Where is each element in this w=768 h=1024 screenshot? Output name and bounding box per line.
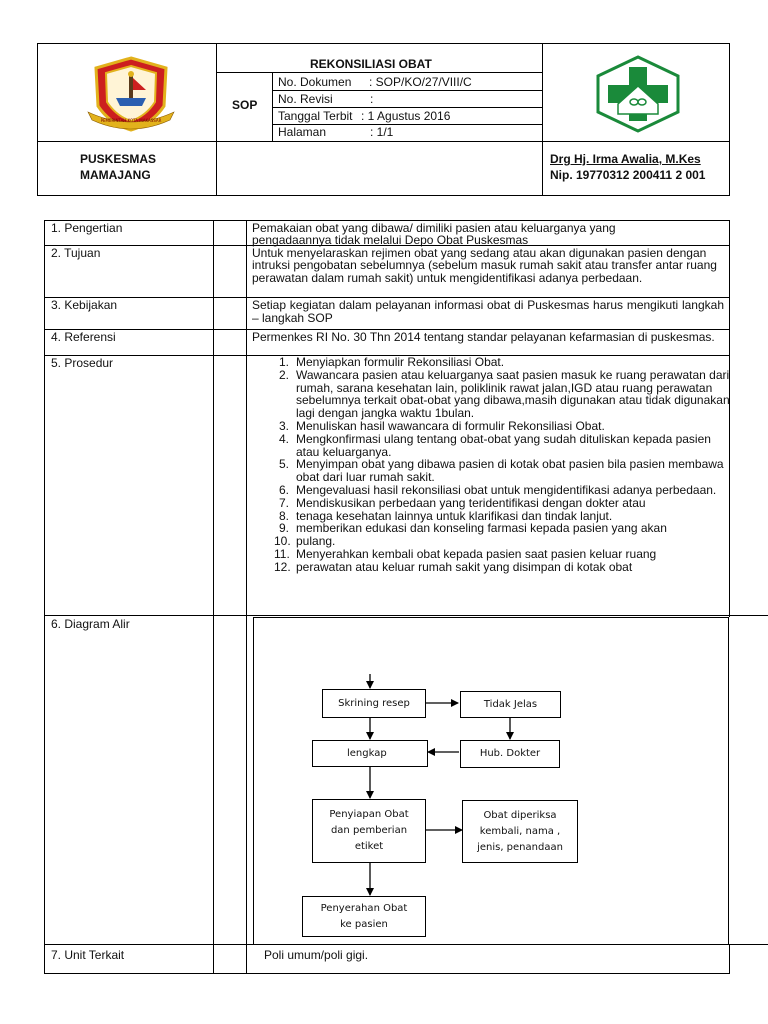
list-item: 4. Mengkonfirmasi ulang tentang obat-obat yang sudah dituliskan kepada pasien atau keluarganya. [278,431,711,459]
flow-box-penyiapan-obat: Penyiapan Obat dan pemberian etiket [312,799,426,863]
sop-label: SOP [232,98,258,112]
text-unit-terkait: Poli umum/poli gigi. [264,948,369,962]
institution-name-line2: MAMAJANG [80,168,151,182]
signatory-nip: Nip. 19770312 200411 2 001 [550,168,706,182]
list-item: 11. Menyerahkan kembali obat kepada pasien saat pasien keluar ruang [274,546,657,561]
list-item: 5. Menyimpan obat yang dibawa pasien di kotak obat pasien bila pasien membawa obat dari luar rumah sakit. [278,457,724,485]
document-title: REKONSILIASI OBAT [310,57,432,71]
label-pengertian: 1. Pengertian [51,221,123,235]
flow-box-obat-diperiksa: Obat diperiksa kembali, nama , jenis, penandaan [462,800,578,863]
text-pengertian: Pemakaian obat yang dibawa/ dimiliki pasien atau keluarganya yang pengadaannya tidak melalui Depo Obat Puskesmas [252,221,616,247]
signatory-name: Drg Hj. Irma Awalia, M.Kes [550,152,701,166]
flow-box-skrining-resep: Skrining resep [322,689,426,718]
field-value-tanggal-terbit: : 1 Agustus 2016 [361,109,451,123]
institution-name-line1: PUSKESMAS [80,152,157,166]
list-item: 2. Wawancara pasien atau keluarganya saat pasien masuk ke ruang perawatan dari rumah, sarana kesehatan lain, poliklinik rawat jalan,IGD atau ruang perawatan sebelumnya terkait obat-obat yang dibawa,masih digunakan atau tidak digunakan lagi dengan jangka waktu 1bulan. [278,367,730,421]
list-item: 6. Mengevaluasi hasil rekonsiliasi obat untuk mengidentifikasi adanya perbedaan. [278,482,717,497]
text-referensi: Permenkes RI No. 30 Thn 2014 tentang standar pelayanan kefarmasian di puskesmas. [252,330,715,344]
field-value-no-revisi: : [370,92,374,106]
label-unit-terkait: 7. Unit Terkait [51,948,125,962]
list-item: 8. tenaga kesehatan lainnya untuk klarifikasi dan tindak lanjut. [278,508,613,523]
field-label-no-revisi: No. Revisi [278,92,333,106]
text-tujuan: Untuk menyelaraskan rejimen obat yang sedang atau akan digunakan pasien dengan intruksi pengobatan sebelumnya (sebelum masuk rumah sakit atau transfer antar ruang perawatan dalam rumah sakit) untuk mengidentifikasi adanya perbedaan. [252,246,717,285]
list-item: 3. Menuliskan hasil wawancara di formulir Rekonsiliasi Obat. [278,418,605,433]
list-item: 10. pulang. [274,534,336,549]
field-label-no-dokumen: No. Dokumen [278,75,352,89]
label-tujuan: 2. Tujuan [51,246,101,260]
label-referensi: 4. Referensi [51,330,116,344]
field-label-halaman: Halaman [278,125,327,139]
flow-box-hub-dokter: Hub. Dokter [460,740,560,768]
label-prosedur: 5. Prosedur [51,356,114,370]
text-kebijakan: Setiap kegiatan dalam pelayanan informasi obat di Puskesmas harus mengikuti langkah – langkah SOP [252,298,724,325]
flow-box-tidak-jelas: Tidak Jelas [460,691,561,718]
field-label-tanggal-terbit: Tanggal Terbit [278,109,353,123]
label-diagram-alir: 6. Diagram Alir [51,617,130,631]
field-value-halaman: : 1/1 [370,125,394,139]
label-kebijakan: 3. Kebijakan [51,298,118,312]
list-item: 12. perawatan atau keluar rumah sakit yang disimpan di kotak obat [274,559,633,574]
field-value-no-dokumen: : SOP/KO/27/VIII/C [369,75,472,89]
list-item: 9. memberikan edukasi dan konseling farmasi kepada pasien yang akan [278,521,667,536]
flow-box-penyerahan-obat: Penyerahan Obat ke pasien [302,896,426,937]
flow-box-lengkap: lengkap [312,740,428,767]
list-item: 1. Menyiapkan formulir Rekonsiliasi Obat. [278,355,505,369]
crest-caption: PEMERINTAH KOTA MAKASSAR [100,118,162,123]
list-item: 7. Mendiskusikan perbedaan yang teridentifikasi dengan dokter atau [278,495,646,510]
